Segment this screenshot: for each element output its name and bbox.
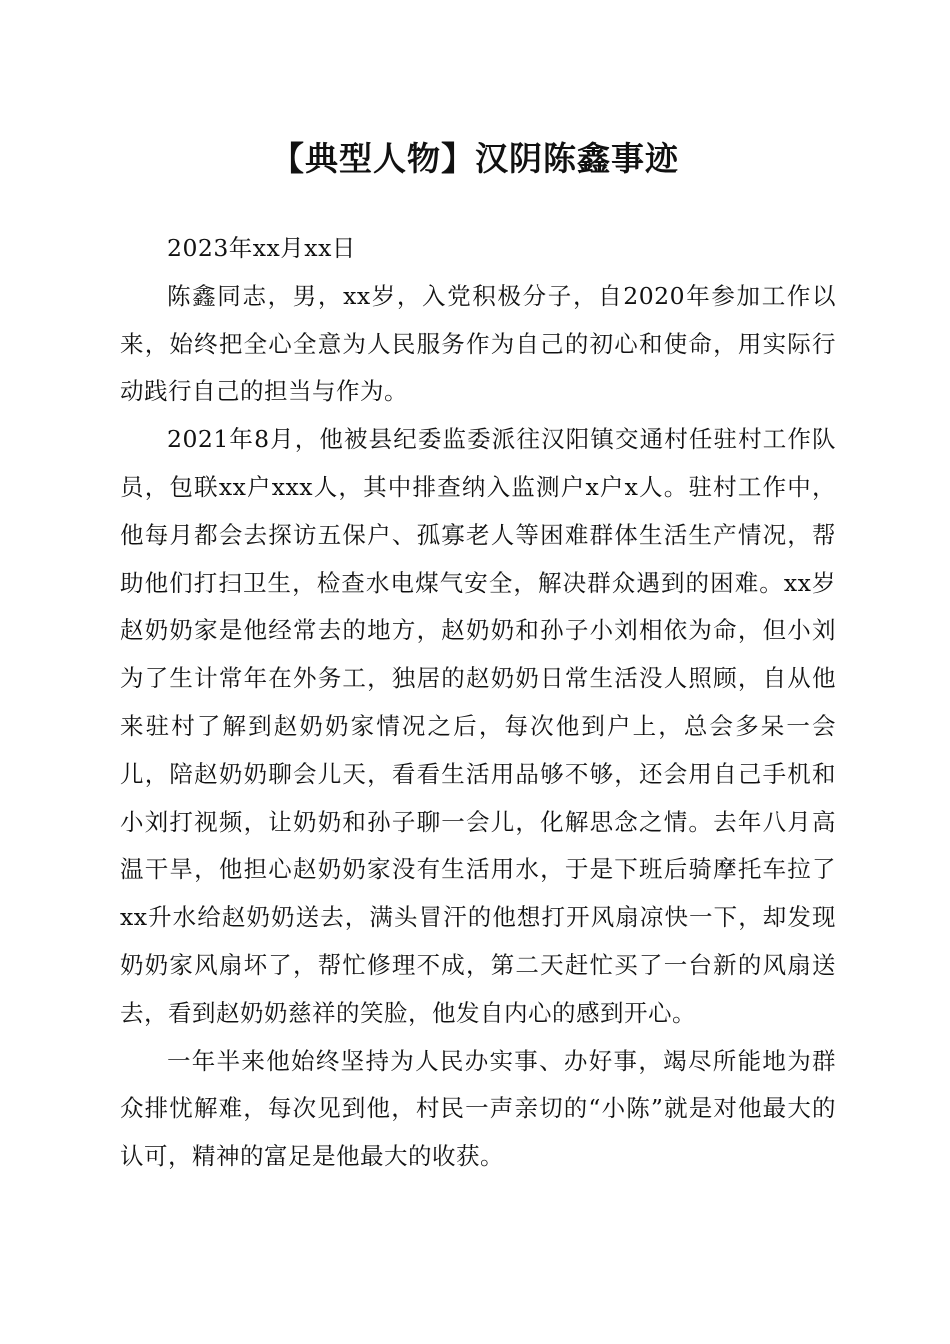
document-title: 【典型人物】汉阴陈鑫事迹 bbox=[271, 139, 679, 178]
paragraph-village-work: 2021年8月，他被县纪委监委派往汉阳镇交通村任驻村工作队员，包联xx户xxx人，其中排查纳入监测户x户x人。驻村工作中，他每月都会去探访五保户、孤寡老人等困难群体生活生产情况，帮助他们打扫卫生，检查水电煤气安全，解决群众遇到的困难。xx岁赵奶奶家是他经常去的地方，赵奶奶和孙子小刘相依为命，但小刘为了生计常年在外务工，独居的赵奶奶日常生活没人照顾，自从他来驻村了解到赵奶奶家情况之后，每次他到户上，总会多呆一会儿，陪赵奶奶聊会儿天，看看生活用品够不够，还会用自己手机和小刘打视频，让奶奶和孙子聊一会儿，化解思念之情。去年八月高温干旱，他担心赵奶奶家没有生活用水，于是下班后骑摩托车拉了xx升水给赵奶奶送去，满头冒汗的他想打开风扇凉快一下，却发现奶奶家风扇坏了，帮忙修理不成，第二天赶忙买了一台新的风扇送去，看到赵奶奶慈祥的笑脸，他发自内心的感到开心。 bbox=[120, 425, 836, 1027]
paragraph-conclusion: 一年半来他始终坚持为人民办实事、办好事，竭尽所能地为群众排忧解难，每次见到他，村民一声亲切的“小陈”就是对他最大的认可，精神的富足是他最大的收获。 bbox=[120, 1046, 836, 1171]
document-body bbox=[120, 225, 836, 1181]
document-date: 2023年xx月xx日 bbox=[167, 234, 356, 262]
paragraph-intro: 陈鑫同志，男，xx岁，入党积极分子，自2020年参加工作以来，始终把全心全意为人民服务作为自己的初心和使命，用实际行动践行自己的担当与作为。 bbox=[120, 281, 836, 406]
